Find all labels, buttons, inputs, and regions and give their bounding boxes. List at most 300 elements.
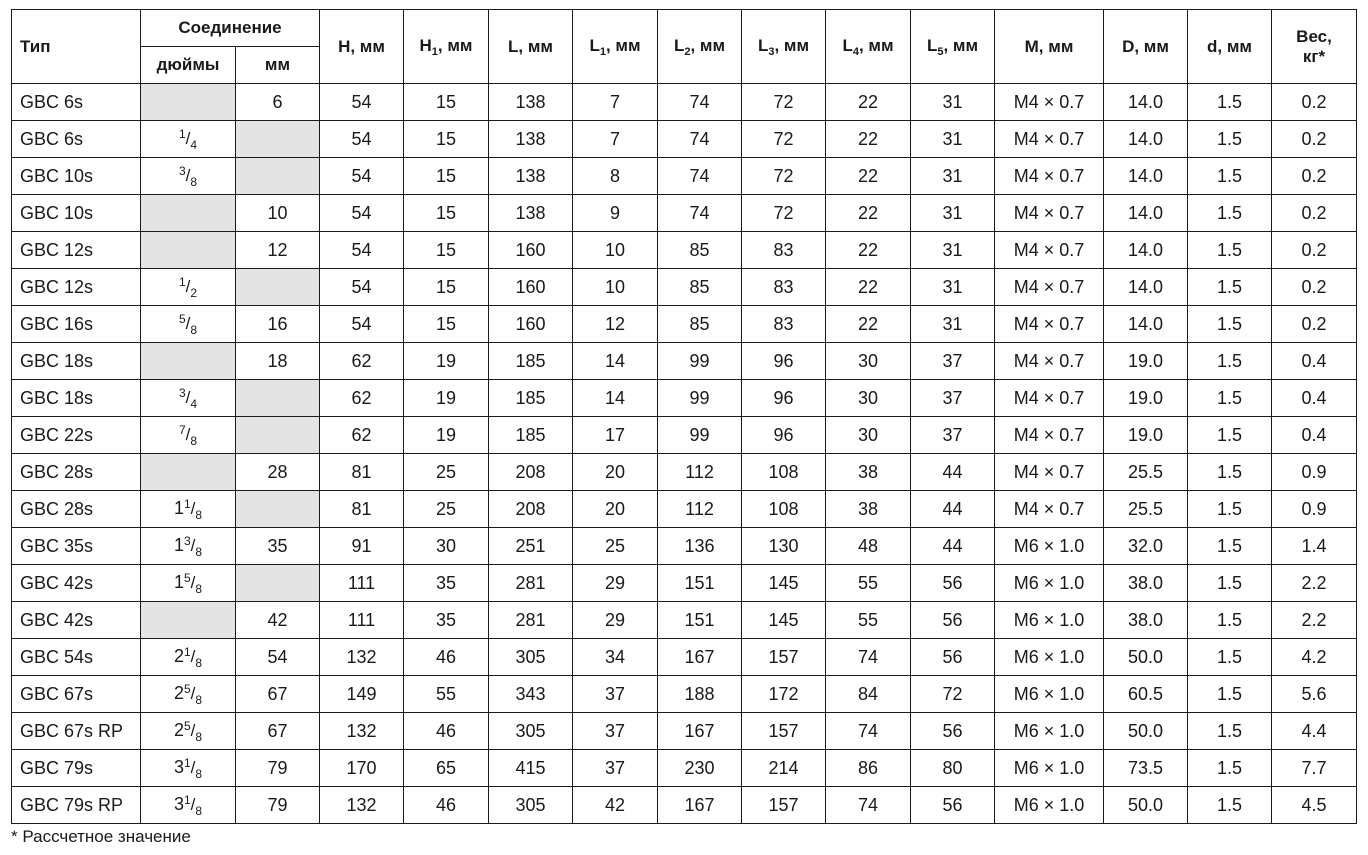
value-cell-d: 1.5 [1188,639,1272,676]
fraction-numerator: 1 [178,126,186,141]
dim-header-d-lower [1188,10,1272,84]
value-cell-h1: 65 [404,750,489,787]
value-cell-h1: 15 [404,306,489,343]
value-cell-d: 1.5 [1188,565,1272,602]
type-cell: GBC 42s [12,565,141,602]
value-cell-l: 185 [489,380,573,417]
value-cell-l5: 37 [911,417,995,454]
value-cell-h1: 15 [404,158,489,195]
inch-fraction [173,792,203,818]
table-row [12,343,1357,380]
fraction-denominator: 2 [190,285,198,300]
value-cell-h: 132 [320,787,404,824]
type-cell: GBC 28s [12,491,141,528]
type-cell: GBC 67s [12,676,141,713]
value-cell-l1: 7 [573,121,658,158]
value-cell-l: 208 [489,491,573,528]
dim-header-l3 [742,10,826,84]
value-cell-h: 54 [320,232,404,269]
dim-header-unit: , мм [350,36,385,56]
dim-header-base: L [842,35,853,55]
value-cell-l: 305 [489,713,573,750]
value-cell-l3: 83 [742,269,826,306]
value-cell-w: 0.2 [1272,232,1357,269]
inch-fraction [173,755,203,781]
connection-header: Соединение [141,10,320,47]
value-cell-l1: 8 [573,158,658,195]
value-cell-h1: 19 [404,380,489,417]
dimensions-table [11,9,1357,824]
value-cell-m: M6 × 1.0 [995,602,1104,639]
value-cell-l2: 74 [658,121,742,158]
value-cell-m: M4 × 0.7 [995,417,1104,454]
dim-header-base: D [1122,36,1135,56]
table-row [12,491,1357,528]
value-cell-l4: 55 [826,602,911,639]
type-cell: GBC 6s [12,121,141,158]
mm-cell: 6 [236,84,320,121]
value-cell-m: M6 × 1.0 [995,528,1104,565]
value-cell-h: 81 [320,491,404,528]
table-row [12,306,1357,343]
value-cell-d: 1.5 [1188,602,1272,639]
mm-header: мм [236,47,320,84]
value-cell-l3: 96 [742,417,826,454]
fraction-denominator: 8 [195,729,203,744]
type-cell: GBC 22s [12,417,141,454]
fraction-whole: 1 [173,571,184,592]
dim-header-subscript: 1 [599,45,606,58]
inch-cell [141,491,236,528]
dim-header-unit: , мм [437,35,473,55]
inch-fraction [173,718,203,744]
value-cell-l3: 72 [742,195,826,232]
type-header: Тип [12,10,141,84]
type-cell: GBC 12s [12,232,141,269]
weight-header-line1: Вес, [1296,26,1332,46]
value-cell-h: 62 [320,417,404,454]
value-cell-l1: 14 [573,380,658,417]
value-cell-l: 305 [489,787,573,824]
value-cell-l1: 14 [573,343,658,380]
value-cell-l1: 37 [573,750,658,787]
inch-cell [141,232,236,269]
value-cell-w: 0.2 [1272,158,1357,195]
dim-header-unit: , мм [1038,36,1074,56]
mm-cell: 16 [236,306,320,343]
value-cell-l4: 22 [826,84,911,121]
fraction-denominator: 8 [195,692,203,707]
footnote: * Рассчетное значение [11,827,191,846]
inch-cell [141,121,236,158]
value-cell-l: 208 [489,454,573,491]
table-row [12,787,1357,824]
value-cell-l: 185 [489,343,573,380]
dim-header-base: L [673,35,685,55]
value-cell-w: 0.2 [1272,84,1357,121]
value-cell-l4: 74 [826,639,911,676]
value-cell-h: 62 [320,343,404,380]
value-cell-d: 1.5 [1188,454,1272,491]
value-cell-l1: 20 [573,491,658,528]
table-row [12,158,1357,195]
value-cell-m: M4 × 0.7 [995,84,1104,121]
value-cell-l3: 83 [742,306,826,343]
value-cell-w: 4.5 [1272,787,1357,824]
value-cell-m: M4 × 0.7 [995,195,1104,232]
value-cell-l3: 108 [742,454,826,491]
fraction-denominator: 8 [195,766,203,781]
inch-cell [141,343,236,380]
dim-header-subscript: 5 [937,45,944,58]
value-cell-l3: 96 [742,380,826,417]
value-cell-h: 149 [320,676,404,713]
value-cell-w: 0.9 [1272,491,1357,528]
fraction-slash: / [190,757,196,777]
value-cell-l5: 31 [911,158,995,195]
value-cell-l3: 157 [742,639,826,676]
value-cell-d: 38.0 [1104,602,1188,639]
value-cell-d: 19.0 [1104,417,1188,454]
value-cell-l4: 74 [826,787,911,824]
dim-header-subscript: 2 [684,45,691,58]
value-cell-l3: 96 [742,343,826,380]
value-cell-h: 54 [320,121,404,158]
inch-cell [141,195,236,232]
value-cell-w: 5.6 [1272,676,1357,713]
mm-cell: 18 [236,343,320,380]
dim-header-subscript: 4 [852,45,859,58]
value-cell-l2: 167 [658,787,742,824]
value-cell-h: 111 [320,565,404,602]
weight-header-line2: кг* [1302,46,1326,66]
value-cell-l4: 22 [826,195,911,232]
fraction-whole: 2 [173,682,184,703]
inch-fraction [173,533,203,559]
value-cell-m: M4 × 0.7 [995,158,1104,195]
value-cell-d: 1.5 [1188,787,1272,824]
inch-fraction [178,274,198,300]
value-cell-d: 1.5 [1188,195,1272,232]
value-cell-d: 14.0 [1104,158,1188,195]
value-cell-l2: 99 [658,380,742,417]
value-cell-l2: 151 [658,602,742,639]
value-cell-l5: 56 [911,565,995,602]
value-cell-m: M4 × 0.7 [995,380,1104,417]
mm-cell: 67 [236,713,320,750]
fraction-denominator: 8 [195,803,203,818]
value-cell-d: 14.0 [1104,84,1188,121]
value-cell-l1: 37 [573,676,658,713]
fraction-slash: / [185,313,191,333]
type-cell: GBC 35s [12,528,141,565]
dim-header-l [489,10,573,84]
value-cell-l3: 145 [742,602,826,639]
fraction-denominator: 8 [190,174,198,189]
value-cell-m: M4 × 0.7 [995,491,1104,528]
value-cell-l1: 34 [573,639,658,676]
value-cell-l: 138 [489,121,573,158]
fraction-denominator: 4 [190,396,198,411]
value-cell-h1: 15 [404,121,489,158]
value-cell-l4: 55 [826,565,911,602]
mm-cell: 54 [236,639,320,676]
value-cell-d: 73.5 [1104,750,1188,787]
fraction-denominator: 8 [190,433,198,448]
value-cell-l: 251 [489,528,573,565]
fraction-whole: 2 [173,719,184,740]
value-cell-l4: 22 [826,158,911,195]
table-row [12,713,1357,750]
value-cell-l5: 31 [911,269,995,306]
fraction-whole: 3 [173,793,184,814]
value-cell-l2: 136 [658,528,742,565]
value-cell-m: M6 × 1.0 [995,713,1104,750]
value-cell-d: 32.0 [1104,528,1188,565]
fraction-whole: 2 [173,645,184,666]
value-cell-m: M4 × 0.7 [995,306,1104,343]
value-cell-d: 19.0 [1104,380,1188,417]
fraction-denominator: 8 [190,322,198,337]
value-cell-l2: 230 [658,750,742,787]
value-cell-h: 170 [320,750,404,787]
type-cell: GBC 10s [12,195,141,232]
value-cell-h: 54 [320,84,404,121]
fraction-slash: / [185,424,191,444]
value-cell-l5: 44 [911,491,995,528]
value-cell-m: M4 × 0.7 [995,269,1104,306]
mm-cell [236,380,320,417]
fraction-numerator: 3 [183,533,191,548]
dim-header-unit: , мм [943,35,979,55]
dim-header-subscript: 3 [768,45,775,58]
inch-cell [141,380,236,417]
table-row [12,602,1357,639]
value-cell-l4: 22 [826,121,911,158]
fraction-denominator: 8 [195,655,203,670]
dim-header-d-upper [1104,10,1188,84]
value-cell-l5: 56 [911,713,995,750]
value-cell-d: 14.0 [1104,195,1188,232]
value-cell-l2: 85 [658,269,742,306]
value-cell-l: 281 [489,565,573,602]
table-row [12,565,1357,602]
value-cell-m: M6 × 1.0 [995,639,1104,676]
value-cell-h1: 55 [404,676,489,713]
table-row [12,417,1357,454]
value-cell-m: M6 × 1.0 [995,676,1104,713]
value-cell-h: 111 [320,602,404,639]
value-cell-d: 50.0 [1104,787,1188,824]
value-cell-h1: 19 [404,343,489,380]
inch-cell [141,306,236,343]
value-cell-l4: 38 [826,491,911,528]
value-cell-l5: 56 [911,787,995,824]
value-cell-l: 281 [489,602,573,639]
fraction-numerator: 1 [183,644,191,659]
table-row [12,84,1357,121]
value-cell-l: 415 [489,750,573,787]
value-cell-l5: 31 [911,232,995,269]
table-row [12,528,1357,565]
inch-cell [141,84,236,121]
value-cell-w: 4.2 [1272,639,1357,676]
fraction-whole: 1 [173,497,184,518]
value-cell-l5: 56 [911,639,995,676]
inch-fraction [178,126,198,152]
value-cell-d: 38.0 [1104,565,1188,602]
value-cell-m: M6 × 1.0 [995,787,1104,824]
value-cell-l5: 44 [911,528,995,565]
value-cell-w: 0.2 [1272,306,1357,343]
fraction-whole: 3 [173,756,184,777]
value-cell-h: 54 [320,158,404,195]
table-row [12,676,1357,713]
value-cell-d: 50.0 [1104,713,1188,750]
value-cell-l4: 22 [826,232,911,269]
value-cell-l1: 29 [573,602,658,639]
value-cell-d: 1.5 [1188,380,1272,417]
value-cell-d: 1.5 [1188,306,1272,343]
value-cell-l4: 84 [826,676,911,713]
mm-cell: 67 [236,676,320,713]
inch-cell [141,269,236,306]
type-cell: GBC 42s [12,602,141,639]
value-cell-l5: 37 [911,380,995,417]
value-cell-d: 1.5 [1188,158,1272,195]
fraction-numerator: 1 [183,755,191,770]
value-cell-l3: 145 [742,565,826,602]
fraction-slash: / [190,794,196,814]
fraction-slash: / [190,535,196,555]
value-cell-l2: 99 [658,343,742,380]
value-cell-h1: 15 [404,84,489,121]
dim-header-unit: , мм [690,35,726,55]
mm-cell: 10 [236,195,320,232]
value-cell-l1: 42 [573,787,658,824]
value-cell-w: 1.4 [1272,528,1357,565]
value-cell-l2: 112 [658,491,742,528]
dim-header-base: L [589,35,600,55]
dim-header-base: L [926,35,938,55]
type-cell: GBC 54s [12,639,141,676]
value-cell-l5: 56 [911,602,995,639]
fraction-numerator: 5 [183,570,191,585]
value-cell-m: M4 × 0.7 [995,121,1104,158]
value-cell-l3: 72 [742,158,826,195]
value-cell-l: 160 [489,232,573,269]
value-cell-w: 0.2 [1272,121,1357,158]
value-cell-l1: 20 [573,454,658,491]
value-cell-l: 138 [489,195,573,232]
value-cell-w: 2.2 [1272,602,1357,639]
inch-fraction [173,681,203,707]
value-cell-l3: 72 [742,121,826,158]
fraction-slash: / [185,128,191,148]
value-cell-l1: 29 [573,565,658,602]
value-cell-l: 160 [489,269,573,306]
dim-header-unit: , мм [858,35,894,55]
value-cell-l2: 85 [658,232,742,269]
value-cell-l5: 44 [911,454,995,491]
fraction-numerator: 7 [178,422,186,437]
dim-header-m [995,10,1104,84]
value-cell-m: M6 × 1.0 [995,565,1104,602]
value-cell-d: 14.0 [1104,121,1188,158]
fraction-slash: / [190,646,196,666]
mm-cell [236,417,320,454]
dim-header-base: L [757,35,769,55]
value-cell-h1: 35 [404,602,489,639]
value-cell-l4: 74 [826,713,911,750]
value-cell-h: 81 [320,454,404,491]
value-cell-h1: 19 [404,417,489,454]
value-cell-l: 138 [489,158,573,195]
table-body [12,84,1357,824]
value-cell-l3: 172 [742,676,826,713]
dim-header-unit: , мм [774,35,810,55]
value-cell-l1: 12 [573,306,658,343]
mm-cell [236,158,320,195]
value-cell-m: M4 × 0.7 [995,232,1104,269]
value-cell-h: 91 [320,528,404,565]
mm-cell [236,491,320,528]
value-cell-l: 160 [489,306,573,343]
value-cell-l4: 48 [826,528,911,565]
value-cell-l2: 74 [658,158,742,195]
type-cell: GBC 79s RP [12,787,141,824]
value-cell-w: 4.4 [1272,713,1357,750]
value-cell-l1: 9 [573,195,658,232]
value-cell-l4: 30 [826,380,911,417]
value-cell-m: M4 × 0.7 [995,454,1104,491]
value-cell-h1: 15 [404,232,489,269]
value-cell-l5: 37 [911,343,995,380]
dim-header-subscript: 1 [431,45,438,58]
value-cell-h1: 25 [404,491,489,528]
fraction-slash: / [185,387,191,407]
inch-cell [141,639,236,676]
dim-header-h1 [404,10,489,84]
fraction-numerator: 3 [178,385,186,400]
fraction-denominator: 8 [195,544,203,559]
value-cell-h1: 46 [404,787,489,824]
mm-cell: 42 [236,602,320,639]
value-cell-d: 1.5 [1188,528,1272,565]
type-cell: GBC 79s [12,750,141,787]
inch-cell [141,417,236,454]
value-cell-h1: 35 [404,565,489,602]
value-cell-d: 19.0 [1104,343,1188,380]
dim-header-l5 [911,10,995,84]
value-cell-d: 1.5 [1188,491,1272,528]
inch-fraction [173,570,203,596]
mm-cell [236,121,320,158]
inch-cell [141,787,236,824]
value-cell-l2: 151 [658,565,742,602]
inch-fraction [173,644,203,670]
value-cell-d: 25.5 [1104,491,1188,528]
value-cell-h1: 15 [404,269,489,306]
table-row [12,639,1357,676]
inch-fraction [173,496,203,522]
value-cell-l5: 31 [911,306,995,343]
mm-cell [236,565,320,602]
mm-cell: 28 [236,454,320,491]
fraction-numerator: 5 [183,718,191,733]
value-cell-w: 0.4 [1272,343,1357,380]
value-cell-l3: 108 [742,491,826,528]
